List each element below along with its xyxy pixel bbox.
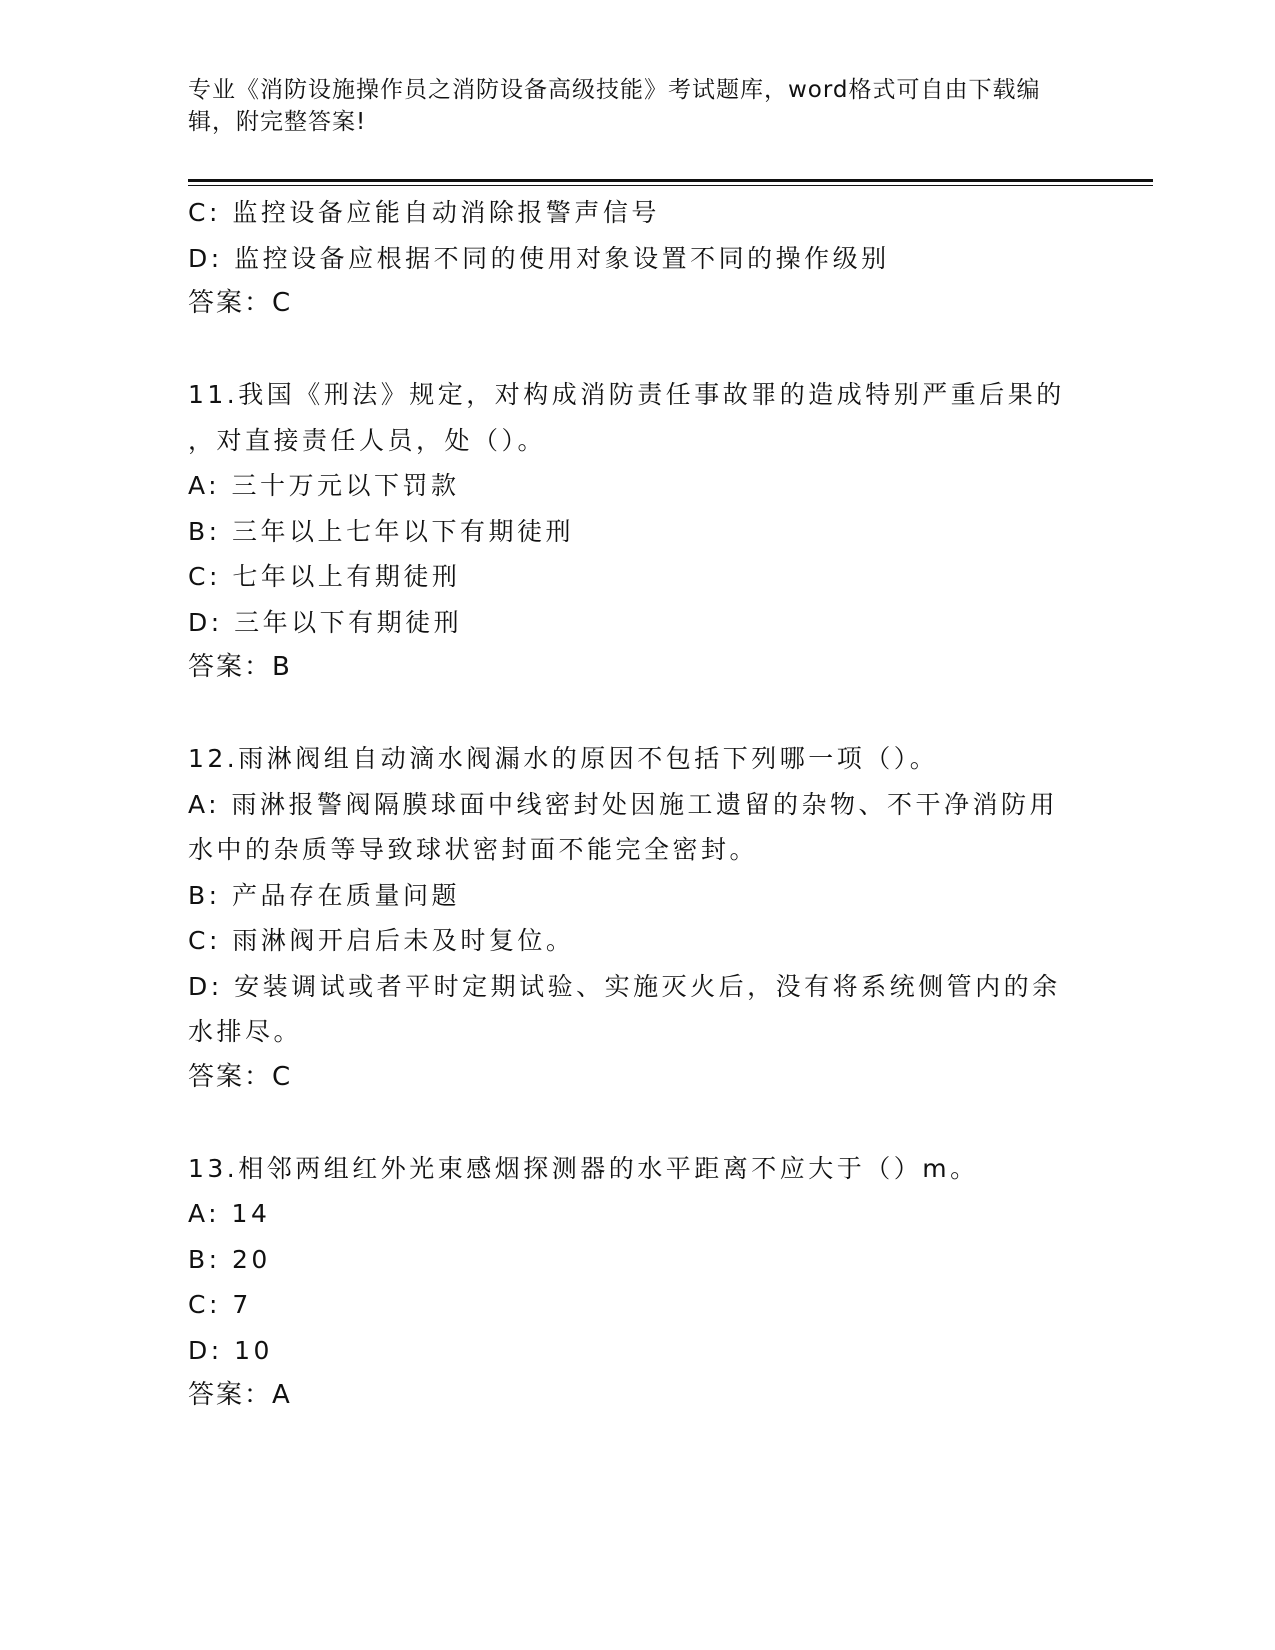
option-d: D: 三年以下有期徒刑 <box>188 607 463 637</box>
option-a-continued: 水中的杂质等导致球状密封面不能完全密封。 <box>188 835 759 864</box>
option-a: A: 14 <box>188 1199 271 1228</box>
option-a: A: 雨淋报警阀隔膜球面中线密封处因施工遗留的杂物、不干净消防用 <box>188 789 1059 819</box>
option-c: C: 7 <box>188 1290 252 1319</box>
answer-line: 答案：B <box>188 652 292 682</box>
question-stem-line: ，对直接责任人员，处（）。 <box>188 425 547 455</box>
option-c: C: 雨淋阀开启后未及时复位。 <box>188 926 575 955</box>
document-header <box>188 74 1068 138</box>
option-b: B: 产品存在质量问题 <box>188 880 461 910</box>
header-rule-thin <box>188 185 1153 186</box>
question-block-12 <box>188 736 1088 1100</box>
option-c: C: 监控设备应能自动消除报警声信号 <box>188 198 660 227</box>
option-c: C: 七年以上有期徒刑 <box>188 562 461 591</box>
option-a: A: 三十万元以下罚款 <box>188 471 460 500</box>
option-d: D: 安装调试或者平时定期试验、实施灭火后，没有将系统侧管内的余 <box>188 971 1061 1001</box>
header-line-1: 专业《消防设施操作员之消防设备高级技能》考试题库，word格式可自由下载编 <box>188 77 1041 103</box>
spacer <box>188 327 1088 373</box>
option-d: D: 10 <box>188 1335 273 1365</box>
question-block-11 <box>188 372 1088 691</box>
option-b: B: 20 <box>188 1244 271 1274</box>
answer-line: 答案：A <box>188 1380 292 1410</box>
option-b: B: 三年以上七年以下有期徒刑 <box>188 516 575 546</box>
question-stem-line: 12.雨淋阀组自动滴水阀漏水的原因不包括下列哪一项（）。 <box>188 744 939 773</box>
question-block-13 <box>188 1146 1088 1419</box>
option-d: D: 监控设备应根据不同的使用对象设置不同的操作级别 <box>188 243 890 273</box>
question-block-10 <box>188 190 1088 327</box>
header-line-2: 辑，附完整答案! <box>188 109 367 135</box>
question-stem-line: 13.相邻两组红外光束感烟探测器的水平距离不应大于（）m。 <box>188 1153 979 1183</box>
answer-line: 答案：C <box>188 288 293 318</box>
option-d-continued: 水排尽。 <box>188 1017 303 1046</box>
answer-line: 答案：C <box>188 1061 293 1092</box>
question-stem-line: 11.我国《刑法》规定，对构成消防责任事故罪的造成特别严重后果的 <box>188 380 1065 409</box>
question-list <box>188 190 1088 1419</box>
spacer <box>188 1100 1088 1146</box>
spacer <box>188 691 1088 737</box>
header-rule-thick <box>188 179 1153 182</box>
